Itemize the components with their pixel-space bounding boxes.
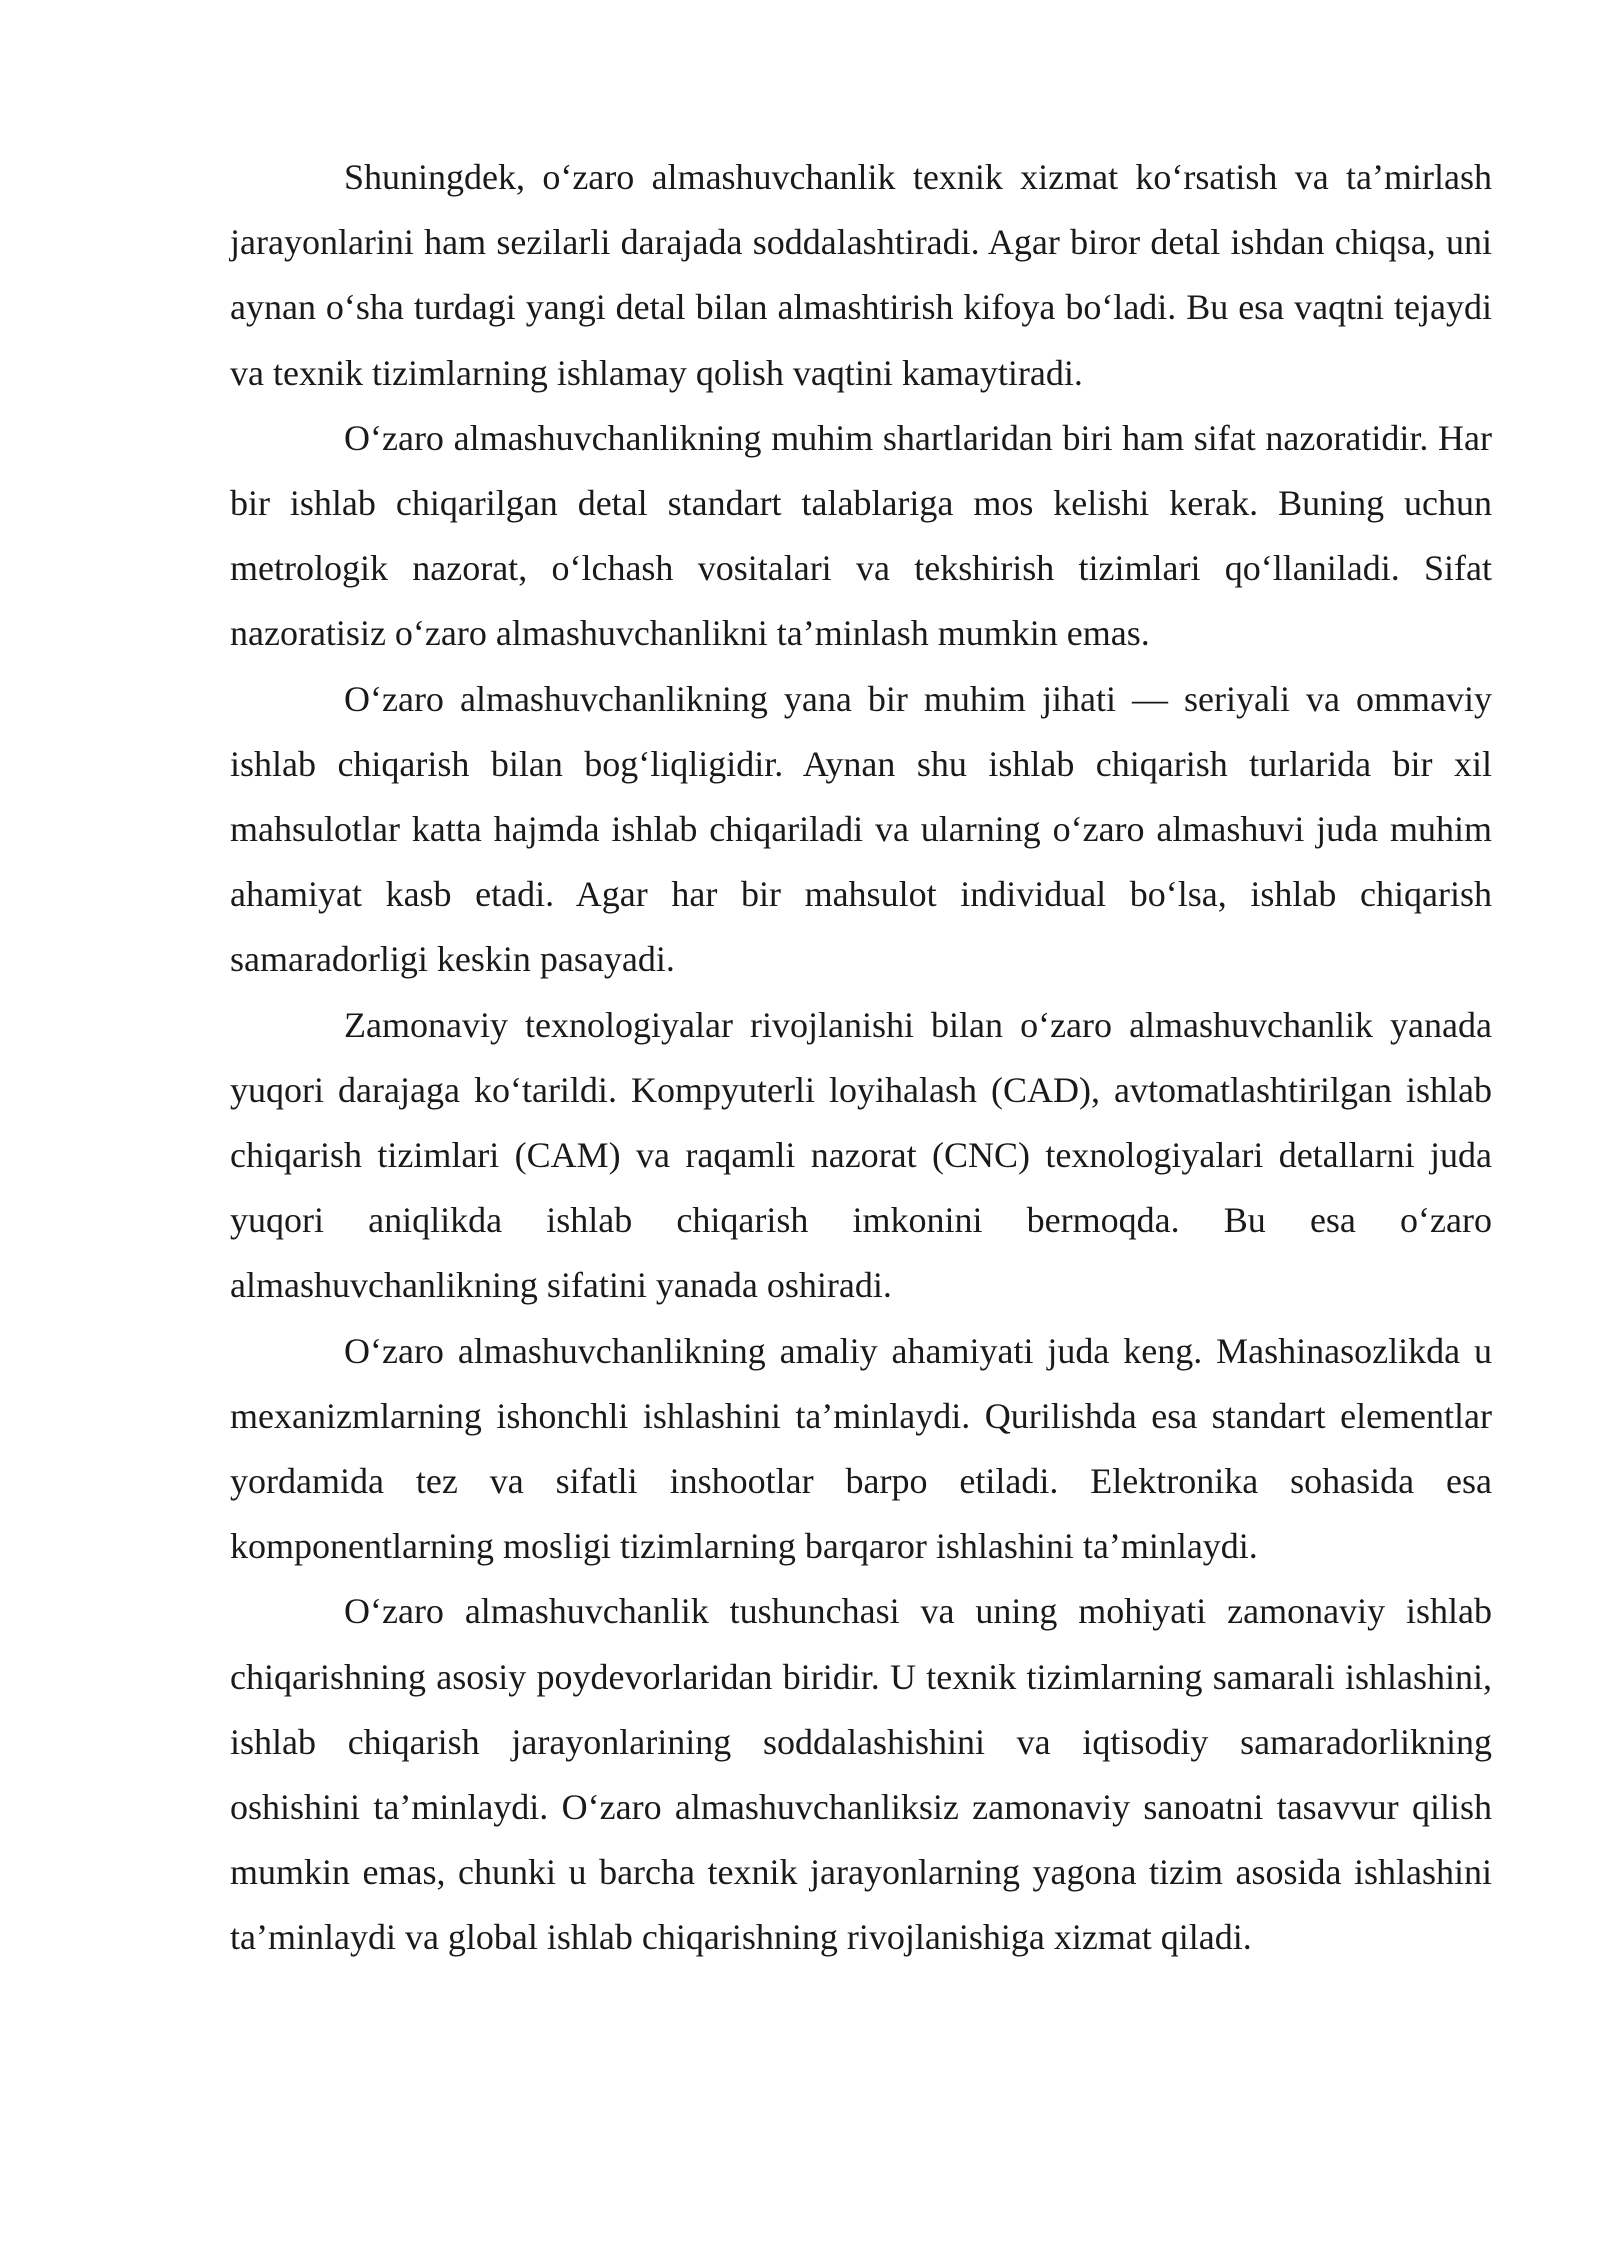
body-text xyxy=(230,145,1492,1971)
paragraph-modern-technologies: Zamonaviy texnologiyalar rivojlanishi bilan o‘zaro almashuvchanlik yanada yuqori darajaga ko‘tarildi. Kompyuterli loyihalash (CAD), avtomatlashtirilgan ishlab chiqarish tizimlari (CAM) va raqamli nazorat (CNC) texnologiyalari detallarni juda yuqori aniqlikda ishlab chiqarish imkonini bermoqda. Bu esa o‘zaro almashuvchanlikning sifatini yanada oshiradi. xyxy=(230,1004,1492,1306)
paragraph-maintenance: Shuningdek, o‘zaro almashuvchanlik texnik xizmat ko‘rsatish va ta’mirlash jarayonlarini ham sezilarli darajada soddalashtiradi. Agar biror detal ishdan chiqsa, uni aynan o‘sha turdagi yangi detal bilan almashtirish kifoya bo‘ladi. Bu esa vaqtni tejaydi va texnik tizimlarning ishlamay qolish vaqtini kamaytiradi. xyxy=(230,157,1492,393)
paragraph-mass-production: O‘zaro almashuvchanlikning yana bir muhim jihati — seriyali va ommaviy ishlab chiqarish bilan bog‘liqligidir. Aynan shu ishlab chiqarish turlarida bir xil mahsulotlar katta hajmda ishlab chiqariladi va ularning o‘zaro almashuvi juda muhim ahamiyat kasb etadi. Agar har bir mahsulot individual bo‘lsa, ishlab chiqarish samaradorligi keskin pasayadi. xyxy=(230,678,1492,980)
paragraph-quality-control: O‘zaro almashuvchanlikning muhim shartlaridan biri ham sifat nazoratidir. Har bir ishlab chiqarilgan detal standart talablariga mos kelishi kerak. Buning uchun metrologik nazorat, o‘lchash vositalari va tekshirish tizimlari qo‘llaniladi. Sifat nazoratisiz o‘zaro almashuvchanlikni ta’minlash mumkin emas. xyxy=(230,417,1492,654)
paragraph-conclusion: O‘zaro almashuvchanlik tushunchasi va uning mohiyati zamonaviy ishlab chiqarishning asosiy poydevorlaridan biridir. U texnik tizimlarning samarali ishlashini, ishlab chiqarish jarayonlarining soddalashishini va iqtisodiy samaradorlikning oshishini ta’minlaydi. O‘zaro almashuvchanliksiz zamonaviy sanoatni tasavvur qilish mumkin emas, chunki u barcha texnik jarayonlarning yagona tizim asosida ishlashini ta’minlaydi va global ishlab chiqarishning rivojlanishiga xizmat qiladi. xyxy=(230,1591,1492,1958)
paragraph-practical-importance: O‘zaro almashuvchanlikning amaliy ahamiyati juda keng. Mashinasozlikda u mexanizmlarning ishonchli ishlashini ta’minlaydi. Qurilishda esa standart elementlar yordamida tez va sifatli inshootlar barpo etiladi. Elektronika sohasida esa komponentlarning mosligi tizimlarning barqaror ishlashini ta’minlaydi. xyxy=(230,1330,1492,1567)
